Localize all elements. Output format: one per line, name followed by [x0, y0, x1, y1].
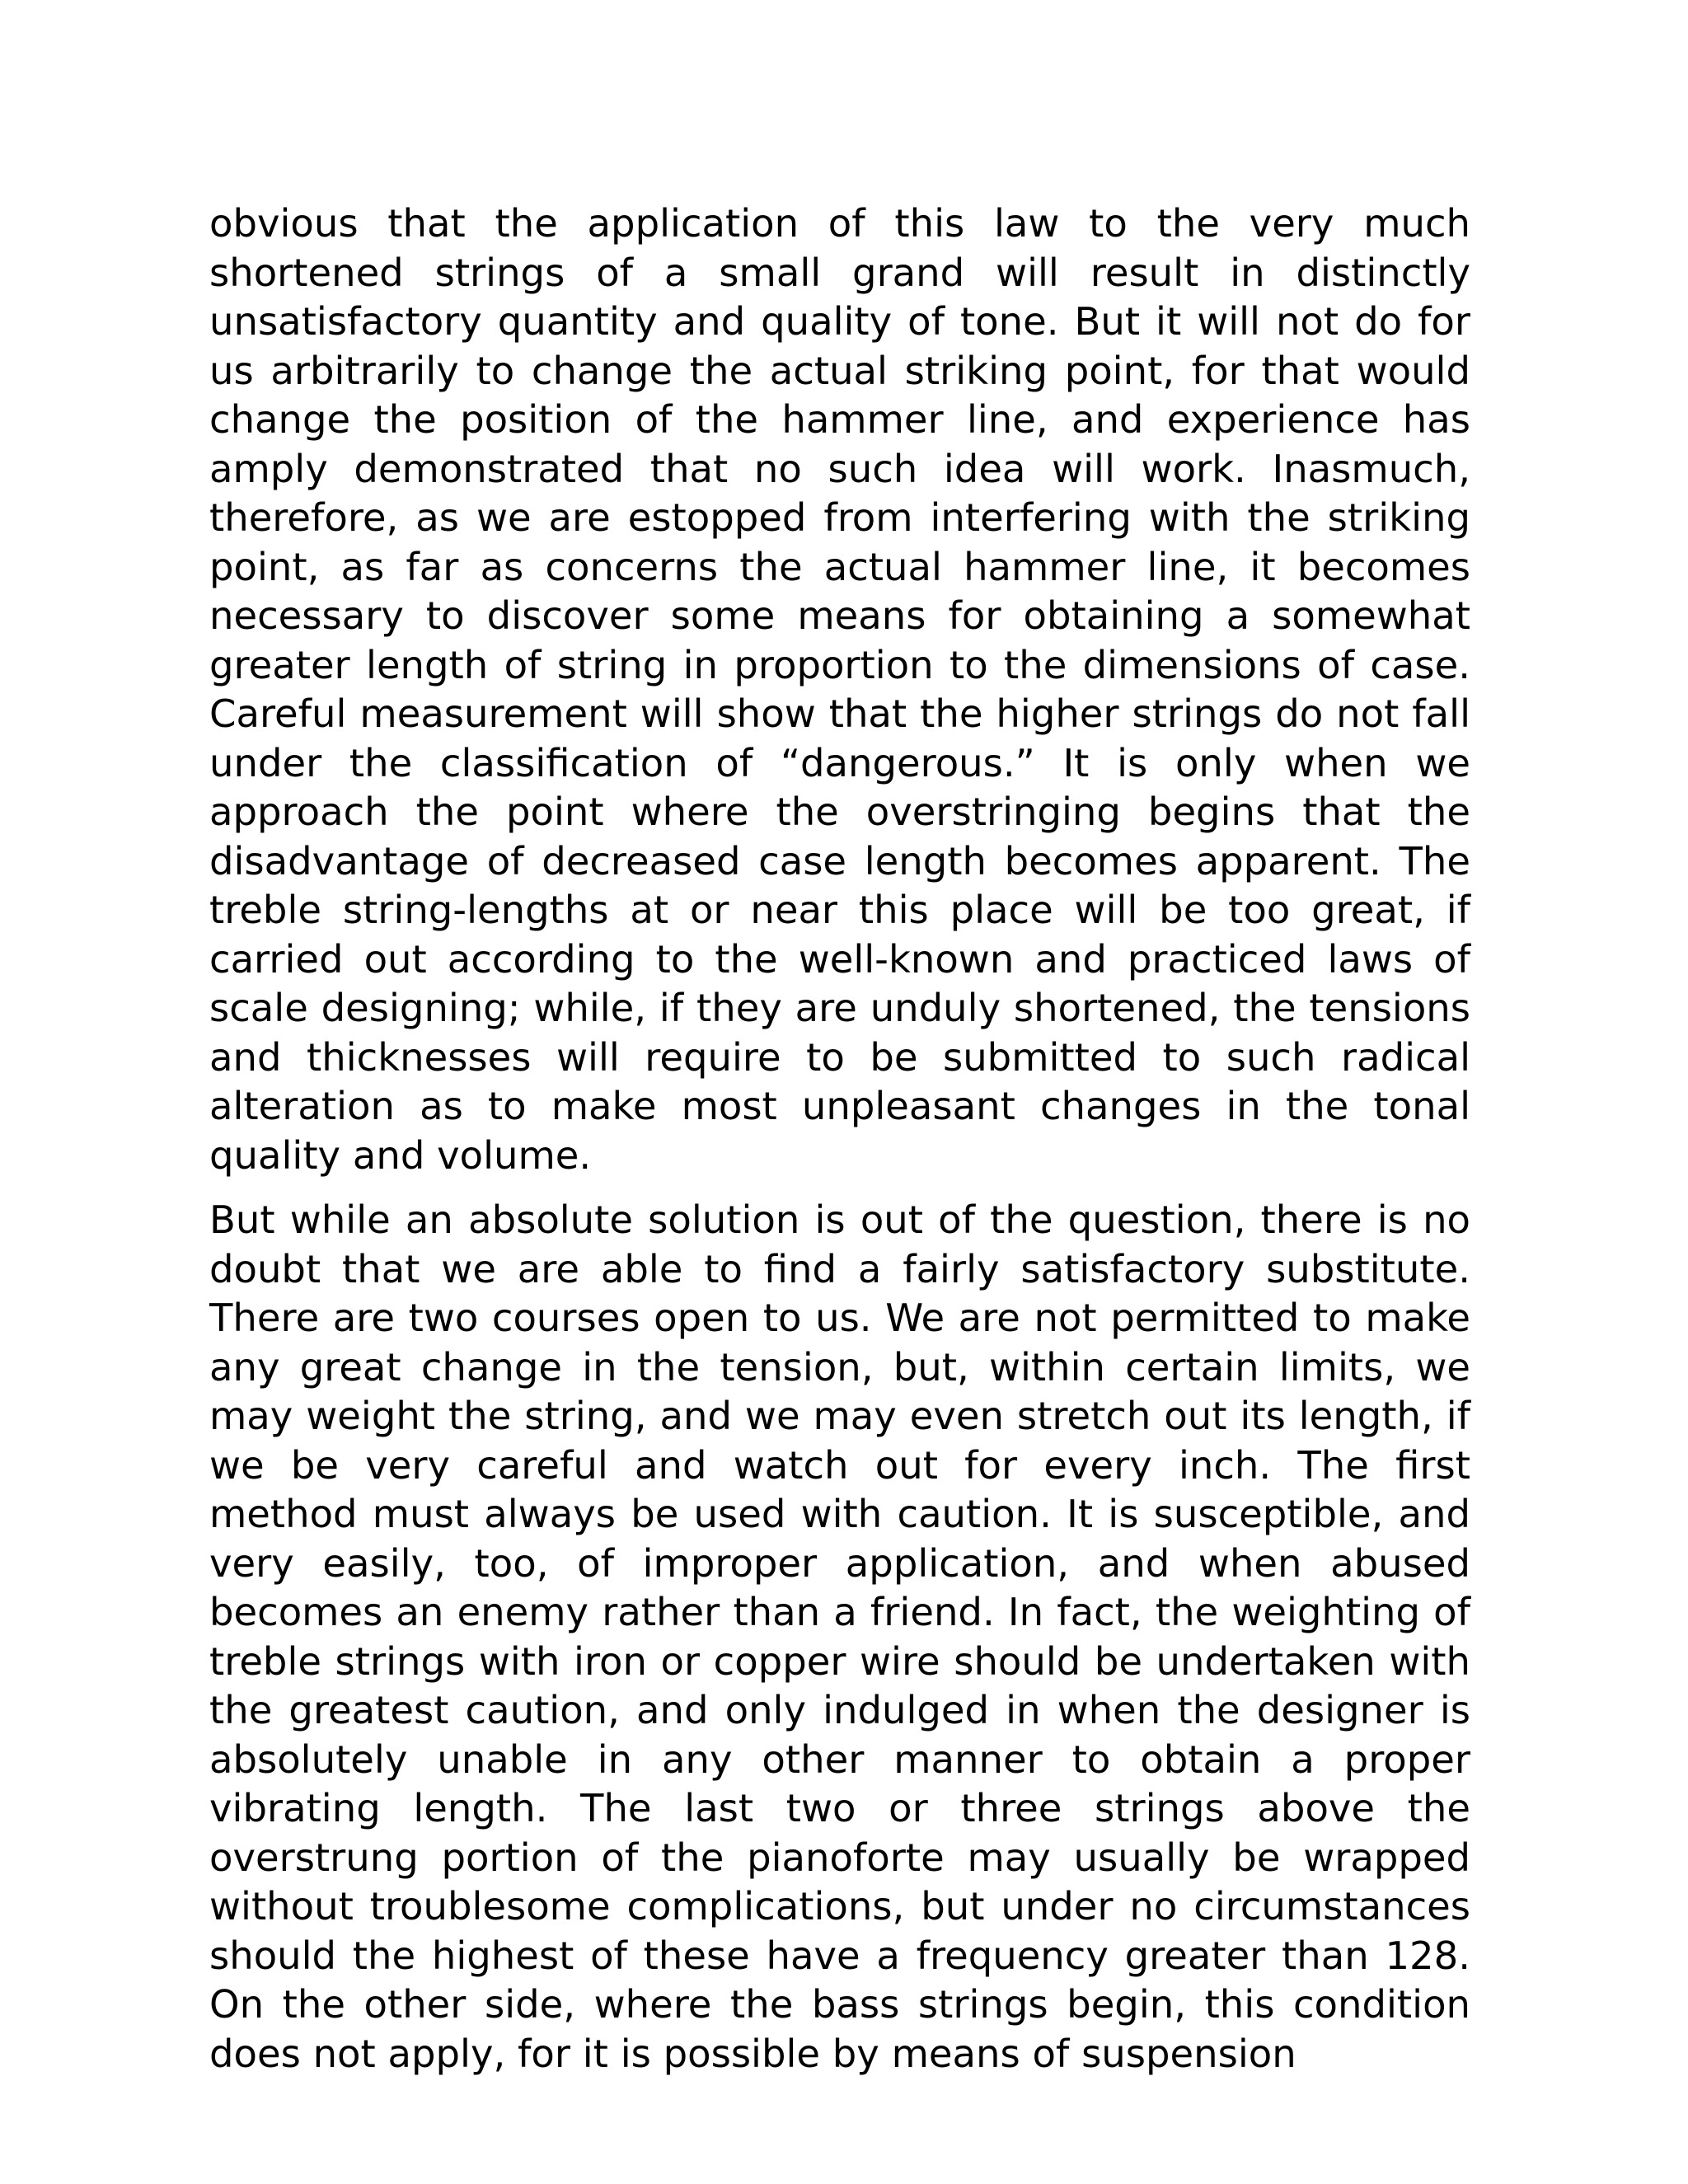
paragraph-1: obvious that the application of this law to the very much shortened strings of a small grand will result in distinctly unsatisfactory quantity and quality of tone. But it will not do for us arbitrarily to change the actual striking point, for that would change the position of the hammer line, and experience has amply demonstrated that no such idea will work. Inasmuch, therefore, as we are estopped from interfering with the striking point, as far as concerns the actual hammer line, it becomes necessary to discover some means for obtaining a somewhat greater length of string in proportion to the dimensions of case. Careful measurement will show that the higher strings do not fall under the classification of “dangerous.” It is only when we approach the point where the overstringing begins that the disadvantage of decreased case length becomes apparent. The treble string-lengths at or near this place will be too great, if carried out according to the well-known and practiced laws of scale designing; while, if they are unduly shortened, the tensions and thicknesses will require to be submitted to such radical alteration as to make most unpleasant changes in the tonal quality and volume. [209, 201, 1470, 1178]
paragraph-2: But while an absolute solution is out of the question, there is no doubt that we are able to find a fairly satisfactory substitute. There are two courses open to us. We are not permitted to make any great change in the tension, but, within certain limits, we may weight the string, and we may even stretch out its length, if we be very careful and watch out for every inch. The first method must always be used with caution. It is susceptible, and very easily, too, of improper application, and when abused becomes an enemy rather than a friend. In fact, the weighting of treble strings with iron or copper wire should be undertaken with the greatest caution, and only indulged in when the designer is absolutely unable in any other manner to obtain a proper vibrating length. The last two or three strings above the overstrung portion of the pianoforte may usually be wrapped without troublesome complications, but under no circumstances should the highest of these have a frequency greater than 128. On the other side, where the bass strings begin, this condition does not apply, for it is possible by means of suspension [209, 1197, 1470, 2076]
body-text [209, 199, 1470, 2079]
